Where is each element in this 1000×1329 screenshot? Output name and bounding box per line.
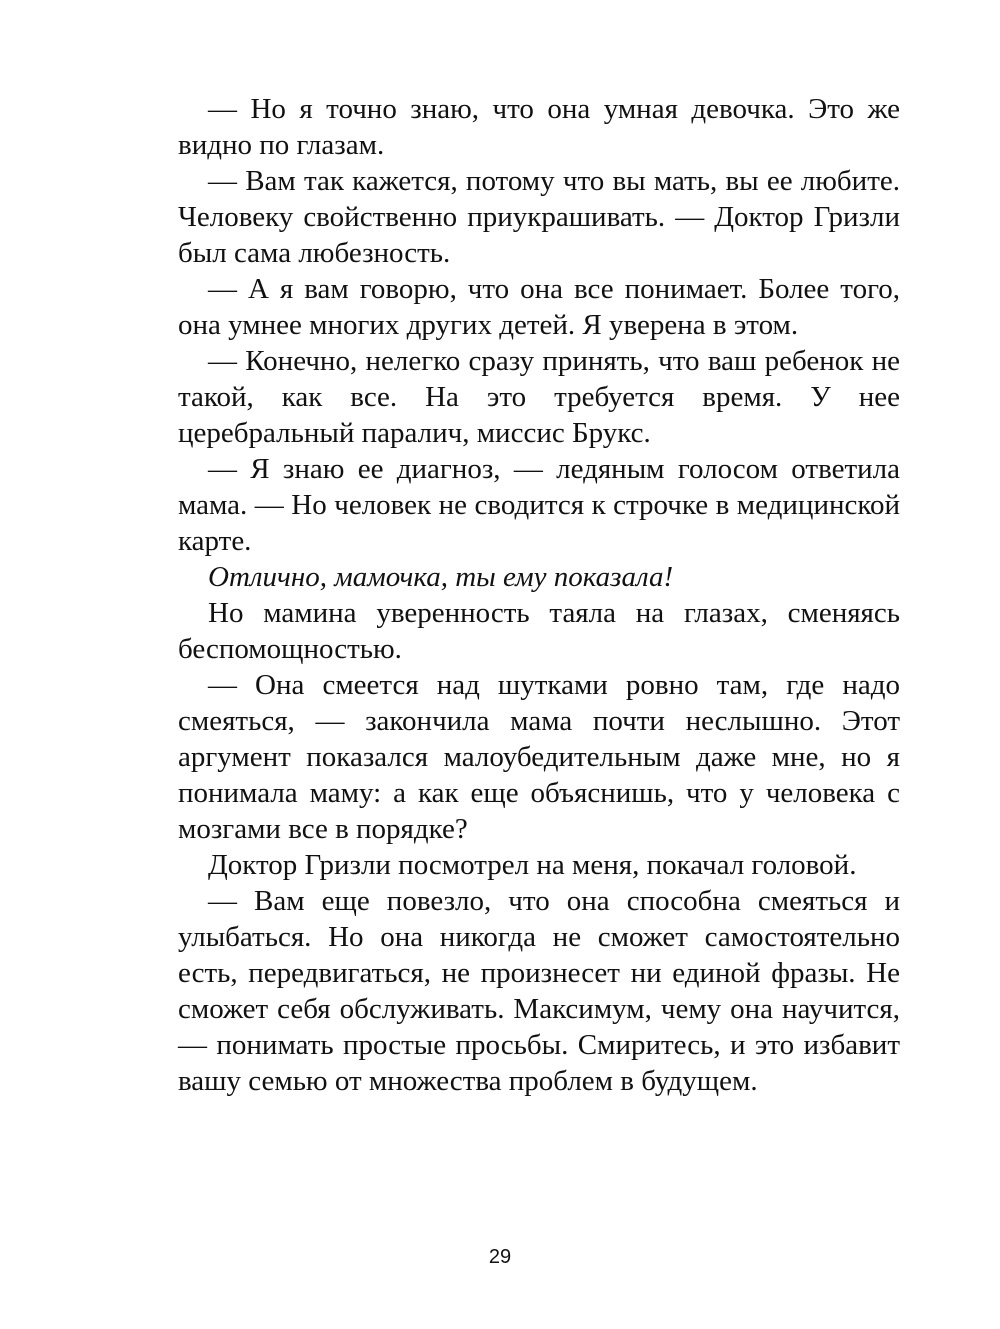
paragraph: — Но я точно знаю, что она умная девочка. Это же видно по глазам. [178,93,900,161]
paragraph: Но мамина уверенность таяла на глазах, сменяясь беспомощностью. [178,597,900,665]
italic-thought-paragraph: Отлично, мамочка, ты ему показала! [208,561,674,593]
paragraph: — А я вам говорю, что она все понимает. Более того, она умнее многих других детей. Я уверена в этом. [178,273,900,341]
paragraph: Доктор Гризли посмотрел на меня, покачал головой. [208,849,857,881]
page-number: 29 [488,1246,512,1268]
paragraph: — Конечно, нелегко сразу принять, что ваш ребенок не такой, как все. На это требуется время. У нее церебральный паралич, миссис Брукс. [178,345,900,449]
paragraph: — Она смеется над шутками ровно там, где надо смеяться, — закончила мама почти неслышно. Этот аргумент показался малоубедительным даже мне, но я понимала маму: а как еще объяснишь, что у человека с мозгами все в порядке? [178,669,900,845]
paragraph: — Я знаю ее диагноз, — ледяным голосом ответила мама. — Но человек не сводится к строчке в медицинской карте. [178,453,900,557]
paragraph: — Вам еще повезло, что она способна смеяться и улыбаться. Но она никогда не сможет самостоятельно есть, передвигаться, не произнесет ни единой фразы. Не сможет себя обслуживать. Максимум, чему она научится, — понимать простые просьбы. Смиритесь, и это избавит вашу семью от множества проблем в будущем. [178,885,900,1097]
page-text [178,91,900,1099]
paragraph: — Вам так кажется, потому что вы мать, вы ее любите. Человеку свойственно приукрашивать. — Доктор Гризли был сама любезность. [178,165,900,269]
